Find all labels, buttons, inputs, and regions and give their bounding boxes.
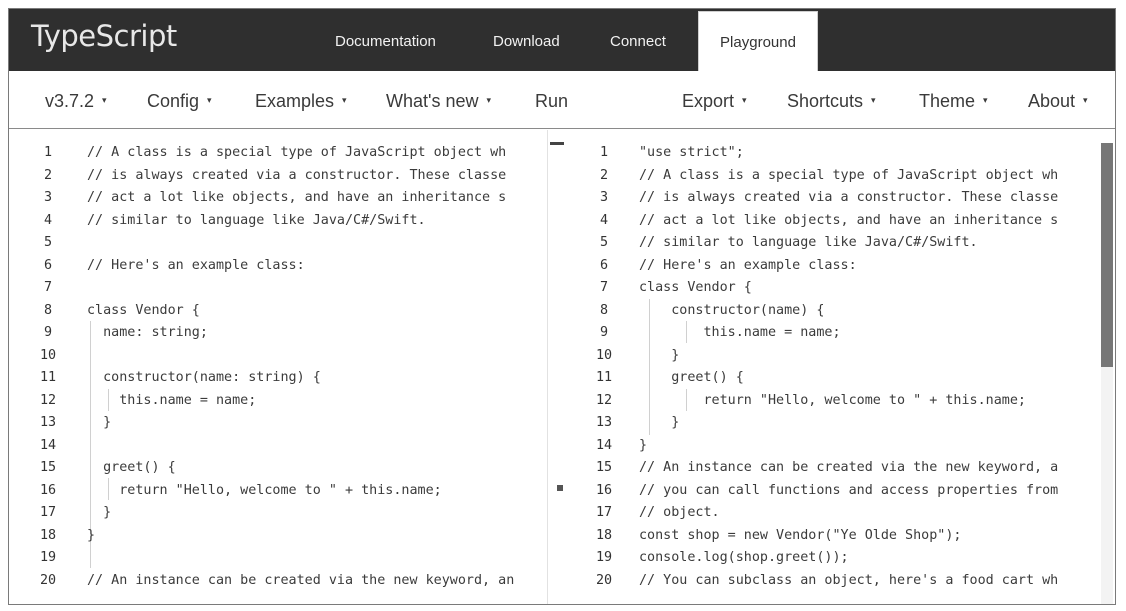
code-text: } <box>87 505 112 520</box>
playground-window <box>8 8 1116 605</box>
code-text: } <box>639 347 680 363</box>
line-number: 11 <box>39 370 57 385</box>
line-number: 18 <box>595 527 613 543</box>
typescript-editor[interactable] <box>9 130 555 605</box>
line-number: 9 <box>43 325 53 340</box>
line-number: 20 <box>595 572 613 588</box>
chevron-down-icon: ▾ <box>102 95 107 106</box>
line-number: 5 <box>43 235 53 250</box>
examples-label: Examples <box>255 91 335 111</box>
line-number: 2 <box>43 167 53 183</box>
line-number: 7 <box>599 280 609 295</box>
whats-new-label: What's new <box>386 91 479 111</box>
code-text: // you can call functions and access properties from <box>639 482 1059 498</box>
code-text: class Vendor { <box>87 302 200 318</box>
line-number: 1 <box>599 145 609 160</box>
code-text: // A class is a special type of JavaScript object wh <box>87 145 507 160</box>
line-number: 11 <box>595 370 613 385</box>
line-number: 20 <box>39 572 57 588</box>
chevron-down-icon: ▾ <box>342 95 347 106</box>
code-text: // similar to language like Java/C#/Swift. <box>639 235 978 250</box>
shortcuts-label: Shortcuts <box>787 91 864 111</box>
line-number: 12 <box>39 392 57 408</box>
chevron-down-icon: ▾ <box>871 95 876 106</box>
line-number: 5 <box>599 235 609 250</box>
line-number: 6 <box>43 257 53 273</box>
config-label: Config <box>147 91 200 111</box>
line-number: 17 <box>595 505 613 520</box>
line-number: 13 <box>595 415 613 430</box>
top-navbar <box>9 9 1115 71</box>
theme-dropdown[interactable] <box>919 71 988 129</box>
code-text: constructor(name: string) { <box>87 370 321 385</box>
about-dropdown[interactable] <box>1028 71 1088 129</box>
chevron-down-icon: ▾ <box>207 95 212 106</box>
code-text: // An instance can be created via the new keyword, an <box>87 572 515 588</box>
line-number: 4 <box>599 212 609 228</box>
code-text: // act a lot like objects, and have an inheritance s <box>639 212 1059 228</box>
code-text: // act a lot like objects, and have an inheritance s <box>87 190 507 205</box>
chevron-down-icon: ▾ <box>486 95 492 106</box>
line-number: 3 <box>43 190 53 205</box>
code-text: // You can subclass an object, here's a food cart wh <box>639 572 1059 588</box>
line-number: 15 <box>39 460 57 475</box>
line-number: 19 <box>39 550 57 565</box>
code-text: this.name = name; <box>87 392 257 408</box>
nav-documentation[interactable]: Documentation <box>335 33 436 50</box>
line-number: 4 <box>43 212 53 228</box>
code-text: constructor(name) { <box>639 302 825 318</box>
line-number: 14 <box>595 437 613 453</box>
config-dropdown[interactable] <box>147 71 212 129</box>
code-text: // A class is a special type of JavaScript object wh <box>639 167 1059 183</box>
code-text: console.log(shop.greet()); <box>639 550 849 565</box>
line-number: 10 <box>39 347 57 363</box>
code-text: greet() { <box>87 460 176 475</box>
line-number: 2 <box>599 167 609 183</box>
line-number: 16 <box>39 482 57 498</box>
line-number: 19 <box>595 550 613 565</box>
code-text: } <box>639 437 648 453</box>
export-dropdown[interactable] <box>682 71 747 129</box>
nav-playground[interactable]: Playground <box>698 11 818 71</box>
line-number: 8 <box>43 302 53 318</box>
line-number: 9 <box>599 325 609 340</box>
nav-connect[interactable]: Connect <box>610 33 666 50</box>
code-text: // similar to language like Java/C#/Swift. <box>87 212 426 228</box>
line-number: 15 <box>595 460 613 475</box>
code-text: class Vendor { <box>639 280 752 295</box>
whats-new-dropdown[interactable] <box>386 71 491 129</box>
chevron-down-icon: ▾ <box>983 95 988 106</box>
code-text: this.name = name; <box>639 325 841 340</box>
about-label: About <box>1028 91 1076 111</box>
javascript-output[interactable] <box>555 130 1116 605</box>
code-text: // object. <box>639 505 720 520</box>
output-scrollbar-thumb[interactable] <box>1101 143 1113 367</box>
typescript-logo[interactable]: TypeScript <box>31 19 177 53</box>
code-text: } <box>87 415 112 430</box>
nav-download[interactable]: Download <box>493 33 560 50</box>
code-text: // is always created via a constructor. These classe <box>87 167 507 183</box>
version-dropdown[interactable] <box>45 71 107 129</box>
export-label: Export <box>682 91 735 111</box>
examples-dropdown[interactable] <box>255 71 347 129</box>
line-number: 1 <box>43 145 53 160</box>
theme-label: Theme <box>919 91 976 111</box>
line-number: 7 <box>43 280 53 295</box>
chevron-down-icon: ▾ <box>1083 95 1088 106</box>
code-text: name: string; <box>87 325 208 340</box>
code-text: return "Hello, welcome to " + this.name; <box>87 482 442 498</box>
code-text: greet() { <box>639 370 744 385</box>
line-number: 8 <box>599 302 609 318</box>
version-label: v3.7.2 <box>45 91 95 111</box>
playground-menubar <box>9 71 1115 129</box>
code-text: const shop = new Vendor("Ye Olde Shop"); <box>639 527 962 543</box>
line-number: 17 <box>39 505 57 520</box>
shortcuts-dropdown[interactable] <box>787 71 876 129</box>
line-number: 3 <box>599 190 609 205</box>
line-number: 12 <box>595 392 613 408</box>
code-text: // is always created via a constructor. These classe <box>639 190 1059 205</box>
line-number: 18 <box>39 527 57 543</box>
code-text: // An instance can be created via the new keyword, a <box>639 460 1059 475</box>
line-number: 14 <box>39 437 57 453</box>
code-text: return "Hello, welcome to " + this.name; <box>639 392 1026 408</box>
chevron-down-icon: ▾ <box>742 95 747 106</box>
line-number: 6 <box>599 257 609 273</box>
line-number: 10 <box>595 347 613 363</box>
run-button[interactable]: Run <box>535 91 569 111</box>
line-number: 16 <box>595 482 613 498</box>
code-text: "use strict"; <box>639 145 744 160</box>
code-text: } <box>639 415 680 430</box>
code-text: } <box>87 527 96 543</box>
code-text: // Here's an example class: <box>639 257 857 273</box>
code-text: // Here's an example class: <box>87 257 305 273</box>
line-number: 13 <box>39 415 57 430</box>
